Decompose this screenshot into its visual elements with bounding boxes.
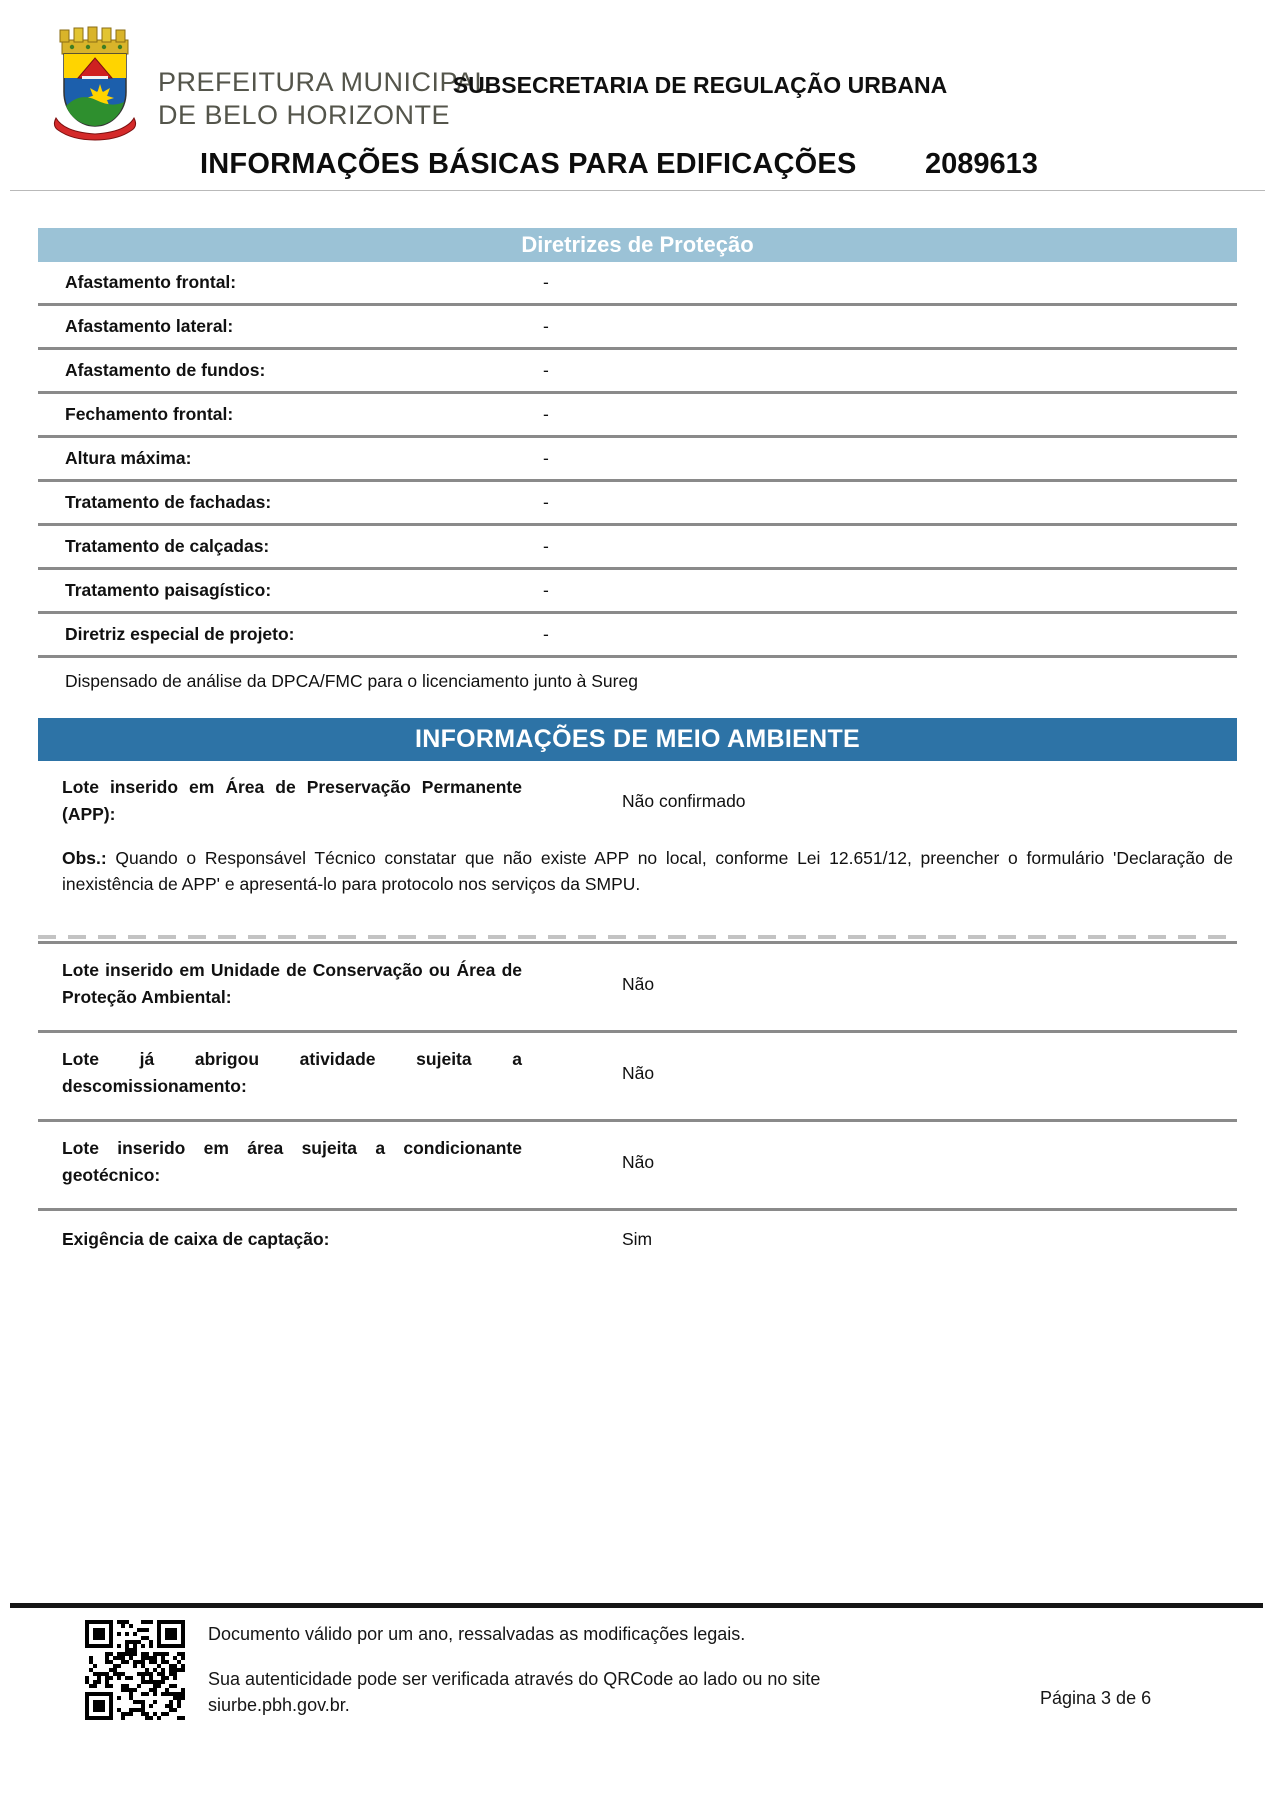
table-row (38, 944, 1237, 1024)
org-name-line1: PREFEITURA MUNICIPAL (158, 67, 491, 97)
table-row (38, 482, 1237, 526)
table-row (38, 761, 1237, 841)
field-value: - (543, 316, 549, 336)
org-name-line2: DE BELO HORIZONTE (158, 100, 451, 130)
field-value: - (543, 580, 549, 600)
document-number: 2089613 (925, 148, 1038, 180)
document-footer (0, 1600, 1275, 1800)
field-label: Tratamento paisagístico: (65, 580, 272, 600)
field-label: Afastamento de fundos: (65, 360, 266, 380)
table-row (38, 1211, 1237, 1267)
footer-validity-text: Documento válido por um ano, ressalvadas as modificações legais. (208, 1624, 746, 1644)
row-divider (38, 1202, 1237, 1211)
field-label: Afastamento frontal: (65, 272, 237, 292)
obs-label: Obs.: (62, 848, 107, 868)
table-row (38, 1122, 1237, 1202)
field-label: Afastamento lateral: (65, 316, 234, 336)
field-label: Lote inserido em Área de Preservação Permanente (APP): (62, 777, 522, 824)
row-divider (38, 935, 1237, 944)
section-header-protecao: Diretrizes de Proteção (38, 228, 1237, 262)
field-label: Altura máxima: (65, 448, 192, 468)
footer-authenticity-text: Sua autenticidade pode ser verificada através do QRCode ao lado ou no site siurbe.pbh.gov.br. (208, 1669, 821, 1715)
table-row (38, 570, 1237, 614)
table-row (38, 306, 1237, 350)
document-header (0, 0, 1275, 228)
field-value: - (543, 536, 549, 556)
field-label: Lote inserido em Unidade de Conservação ou Área de Proteção Ambiental: (62, 960, 522, 1007)
table-row (38, 350, 1237, 394)
field-value: Não confirmado (622, 790, 746, 811)
field-value: - (543, 448, 549, 468)
page-title: INFORMAÇÕES BÁSICAS PARA EDIFICAÇÕES (200, 148, 857, 180)
field-label: Diretriz especial de projeto: (65, 624, 295, 644)
field-value: - (543, 404, 549, 424)
shield (64, 54, 126, 126)
table-row (38, 394, 1237, 438)
field-label: Lote já abrigou atividade sujeita a descomissionamento: (62, 1049, 522, 1096)
table-row (38, 614, 1237, 658)
field-value: - (543, 624, 549, 644)
obs-text: Quando o Responsável Técnico constatar que não existe APP no local, conforme Lei 12.651/12, preencher o formulário 'Declaração de inexistência de APP' e apresentá-lo para protocolo nos serviços da SMPU. (62, 848, 1233, 894)
field-value: - (543, 492, 549, 512)
field-label: Fechamento frontal: (65, 404, 234, 424)
obs-paragraph (38, 845, 1237, 897)
page-number: Página 3 de 6 (1040, 1688, 1152, 1708)
crown-icon (60, 27, 128, 54)
field-value: Sim (622, 1228, 653, 1249)
field-label: Tratamento de fachadas: (65, 492, 272, 512)
table-row (38, 262, 1237, 306)
field-value: Não (622, 973, 655, 994)
field-label: Exigência de caixa de captação: (62, 1228, 330, 1249)
field-label: Lote inserido em área sujeita a condicionante geotécnico: (62, 1138, 522, 1185)
field-value: - (543, 360, 549, 380)
table-row (38, 526, 1237, 570)
footer-divider (10, 1603, 1263, 1608)
section-header-meio-ambiente: INFORMAÇÕES DE MEIO AMBIENTE (38, 718, 1237, 761)
belo-horizonte-coat-of-arms-logo (44, 26, 146, 142)
department-title: SUBSECRETARIA DE REGULAÇÃO URBANA (452, 72, 948, 98)
field-value: - (543, 272, 549, 292)
spacer (38, 897, 1237, 935)
row-divider (38, 1024, 1237, 1033)
qr-code (85, 1620, 185, 1720)
field-value: Não (622, 1062, 655, 1083)
field-value: Não (622, 1151, 655, 1172)
dispensa-note: Dispensado de análise da DPCA/FMC para o licenciamento junto à Sureg (65, 670, 638, 691)
table-row (38, 1033, 1237, 1113)
protection-section (38, 228, 1237, 1267)
row-divider (38, 1113, 1237, 1122)
field-label: Tratamento de calçadas: (65, 536, 270, 556)
table-row (38, 438, 1237, 482)
header-divider (10, 190, 1265, 191)
